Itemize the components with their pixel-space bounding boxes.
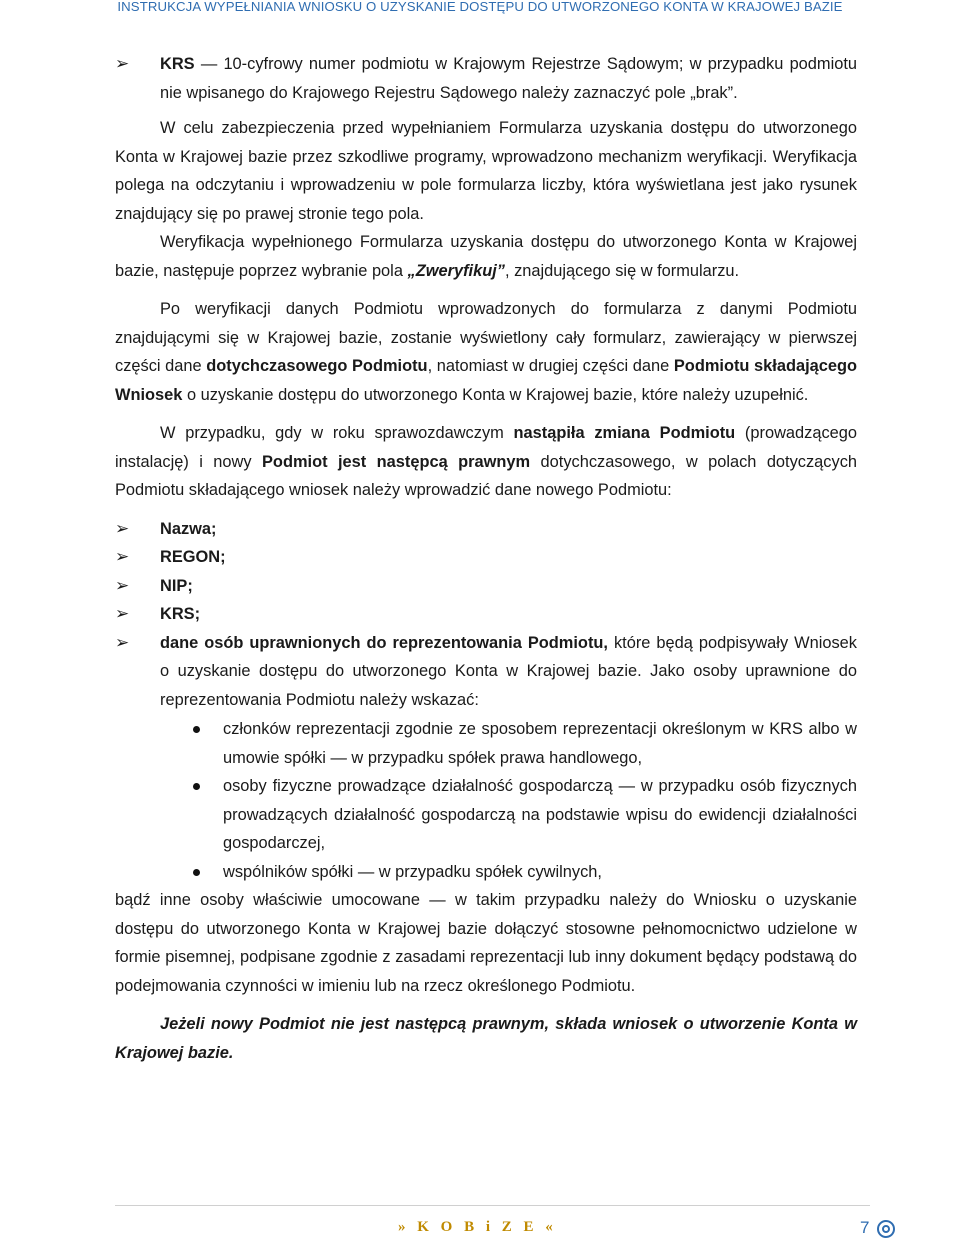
- paragraph-other-persons: bądź inne osoby właściwie umocowane — w takim przypadku należy do Wniosku o uzyskanie dostępu do utworzonego Konta w Krajowej bazie dołączyć stosowne pełnomocnictwo udzielone w formie pisemnej, podpisane zgodnie z zasadami reprezentacji lub inny dokument będący podstawą do podejmowania czynności w imieniu lub na rzecz określonego Podmiotu.: [115, 891, 857, 995]
- bullet-item: członków reprezentacji zgodnie ze sposobem reprezentacji określonym w KRS albo w umowie spółki — w przypadku spółek prawa handlowego,: [115, 715, 857, 772]
- paragraph-final-note: Jeżeli nowy Podmiot nie jest następcą prawnym, składa wniosek o utworzenie Konta w Krajowej bazie.: [115, 1015, 857, 1062]
- arrowhead-bullet-icon: ➢: [115, 604, 130, 623]
- list-item-nip: ➢ NIP;: [115, 572, 857, 601]
- bullet-item: wspólników spółki — w przypadku spółek cywilnych,: [115, 858, 857, 887]
- round-bullet-icon: [193, 869, 200, 876]
- bullet-item: osoby fizyczne prowadzące działalność gospodarczą — w przypadku osób fizycznych prowadzących działalność gospodarczą na podstawie wpisu do ewidencji działalności gospodarczej,: [115, 772, 857, 858]
- target-ring-icon: [877, 1220, 895, 1238]
- arrowhead-bullet-icon: ➢: [115, 518, 130, 538]
- arrowhead-bullet-icon: ➢: [115, 54, 130, 73]
- footer-brand: » K O B i Z E «: [398, 1219, 557, 1235]
- list-item-representatives: ➢ dane osób uprawnionych do reprezentowania Podmiotu, które będą podpisywały Wniosek o uzyskanie dostępu do utworzonego Konta w Krajowej bazie. Jako osoby uprawnione do reprezentowania Podmiotu należy wskazać:: [115, 629, 857, 715]
- document-body: [115, 50, 857, 1067]
- paragraph-change-of-entity: W przypadku, gdy w roku sprawozdawczym nastąpiła zmiana Podmiotu (prowadzącego instalację) i nowy Podmiot jest następcą prawnym dotychczasowego, w polach dotyczących Podmiotu składającego wniosek należy wprowadzić dane nowego Podmiotu:: [115, 424, 858, 499]
- arrowhead-bullet-icon: ➢: [115, 575, 130, 595]
- zweryfikuj-field-name: „Zweryfikuj”: [407, 261, 505, 280]
- paragraph-verification-2: Weryfikacja wypełnionego Formularza uzyskania dostępu do utworzonego Konta w Krajowej bazie, następuje poprzez wybranie pola „Zweryfikuj”, znajdującego się w formularzu.: [115, 233, 857, 280]
- footer-divider: [115, 1205, 870, 1206]
- arrowhead-bullet-icon: ➢: [115, 632, 130, 652]
- krs-item: [115, 50, 857, 107]
- krs-text: — 10-cyfrowy numer podmiotu w Krajowym Rejestrze Sądowym; w przypadku podmiotu nie wpisanego do Krajowego Rejestru Sądowego należy zaznaczyć pole „brak”.: [160, 55, 857, 102]
- list-item-name: ➢ Nazwa;: [115, 515, 857, 544]
- krs-term: KRS: [160, 55, 195, 73]
- round-bullet-icon: [193, 726, 200, 733]
- paragraph-after-verification: Po weryfikacji danych Podmiotu wprowadzonych do formularza z danymi Podmiotu znajdującymi się w Krajowej bazie, zostanie wyświetlony cały formularz, zawierający w pierwszej części dane dotychczasowego Podmiotu, natomiast w drugiej części dane Podmiotu składającego Wniosek o uzyskanie dostępu do utworzonego Konta w Krajowej bazie, które należy uzupełnić.: [115, 300, 858, 404]
- list-item-regon: ➢ REGON;: [115, 543, 857, 572]
- list-item-krs: ➢ KRS;: [115, 600, 857, 629]
- page-header: INSTRUKCJA WYPEŁNIANIA WNIOSKU O UZYSKANIE DOSTĘPU DO UTWORZONEGO KONTA W KRAJOWEJ BAZIE: [117, 0, 843, 14]
- paragraph-verification-1: W celu zabezpieczenia przed wypełnianiem Formularza uzyskania dostępu do utworzonego Konta w Krajowej bazie przez szkodliwe programy, wprowadzono mechanizm weryfikacji. Weryfikacja polega na odczytaniu i wprowadzeniu w pole formularza liczby, która wyświetlana jest jako rysunek znajdujący się po prawej stronie tego pola.: [115, 119, 857, 223]
- round-bullet-icon: [193, 783, 200, 790]
- arrowhead-bullet-icon: ➢: [115, 547, 130, 566]
- page-number: 7: [860, 1218, 870, 1237]
